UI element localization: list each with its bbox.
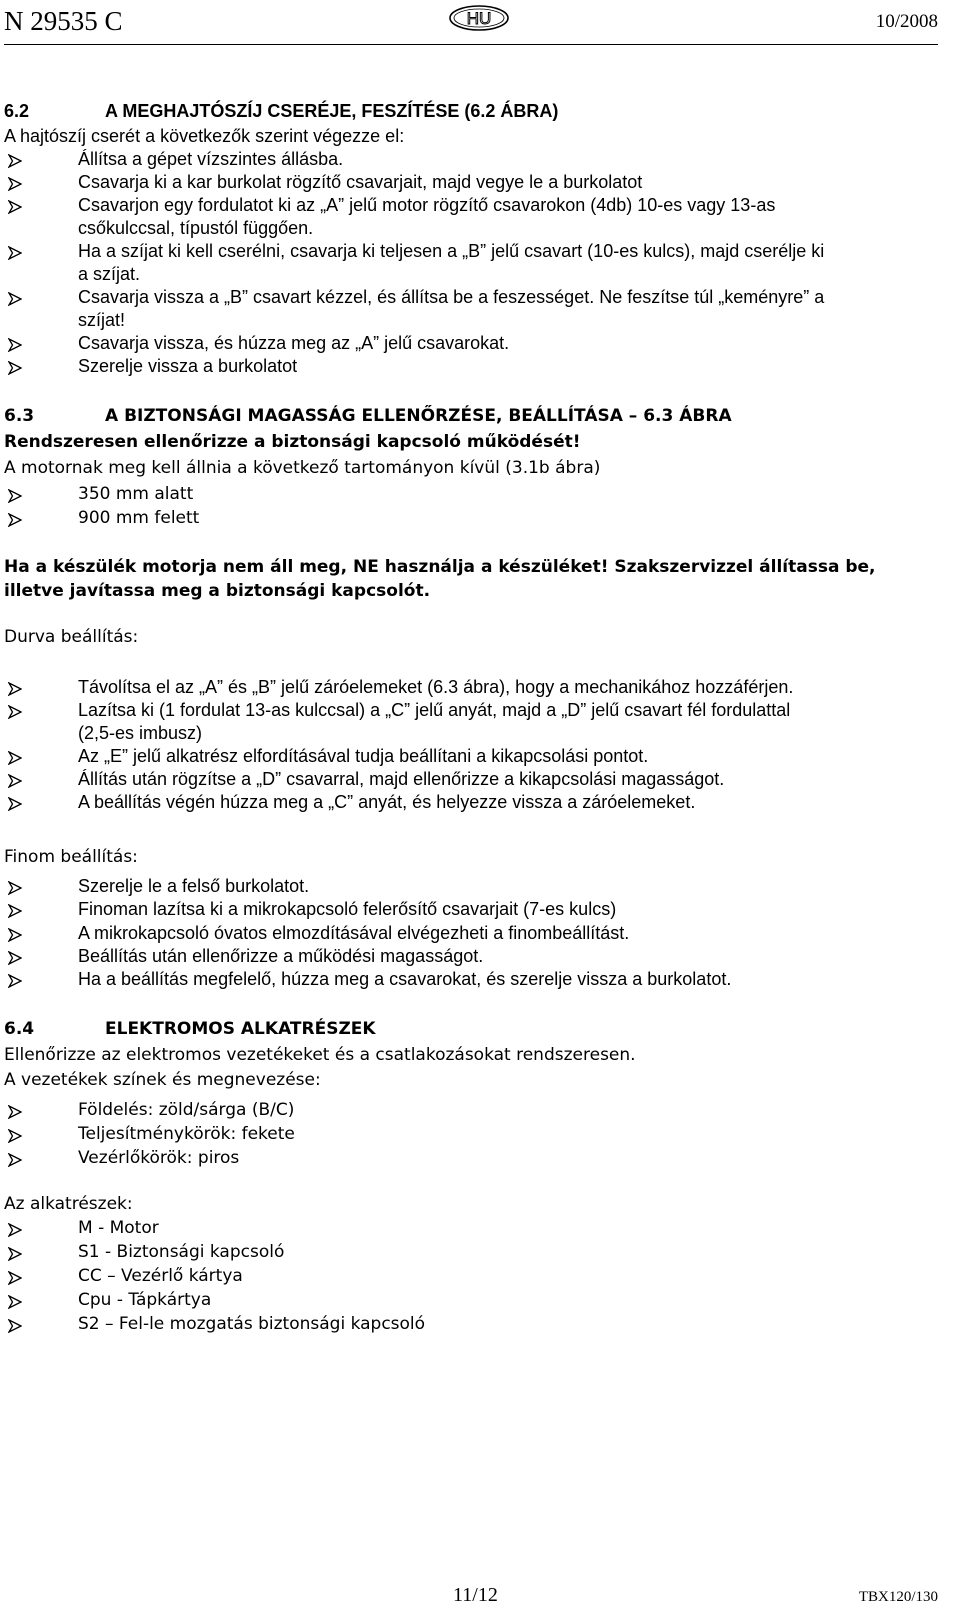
list-item: Ha a szíjat ki kell cserélni, csavarja ki teljesen a „B” jelű csavart (10-es kulcs), majd cserélje ki bbox=[78, 241, 825, 261]
header-divider bbox=[4, 44, 938, 45]
coarse-adjust-title: Durva beállítás: bbox=[4, 627, 139, 647]
notice-line: illetve javítassa meg a biztonsági kapcsolót. bbox=[4, 581, 431, 601]
list-item: A beállítás végén húzza meg a „C” anyát, és helyezze vissza a záróelemeket. bbox=[78, 792, 696, 812]
section-6-3-intro: A motornak meg kell állnia a következő tartományon kívül (3.1b ábra) bbox=[4, 458, 601, 478]
page-header bbox=[0, 0, 960, 48]
bullet-arrow-icon bbox=[8, 292, 22, 306]
safety-warning: Rendszeresen ellenőrizze a biztonsági kapcsoló működését! bbox=[4, 432, 581, 452]
bullet-arrow-icon bbox=[8, 513, 22, 527]
list-item: Állítás után rögzítse a „D” csavarral, majd ellenőrizze a kikapcsolási magasságot. bbox=[78, 769, 725, 789]
bullet-arrow-icon bbox=[8, 1105, 22, 1119]
section-6-2-number: 6.2 bbox=[4, 101, 30, 121]
bullet-arrow-icon bbox=[8, 246, 22, 260]
list-item: Csavarja vissza, és húzza meg az „A” jelű csavarokat. bbox=[78, 333, 510, 353]
list-item: M - Motor bbox=[78, 1218, 159, 1238]
list-item-continuation: csőkulccsal, típustól függően. bbox=[78, 218, 314, 238]
list-item: Távolítsa el az „A” és „B” jelű záróelemeket (6.3 ábra), hogy a mechanikához hozzáférjen. bbox=[78, 677, 794, 697]
svg-text:HU: HU bbox=[466, 9, 492, 28]
section-6-3-number: 6.3 bbox=[4, 406, 35, 426]
list-item: Cpu - Tápkártya bbox=[78, 1290, 212, 1310]
hu-language-logo bbox=[448, 4, 510, 32]
bullet-arrow-icon bbox=[8, 154, 22, 168]
list-item: Csavarjon egy fordulatot ki az „A” jelű motor rögzítő csavarokon (4db) 10-es vagy 13-as bbox=[78, 195, 776, 215]
parts-title: Az alkatrészek: bbox=[4, 1194, 133, 1214]
fine-adjust-title: Finom beállítás: bbox=[4, 847, 138, 867]
bullet-arrow-icon bbox=[8, 881, 22, 895]
bullet-arrow-icon bbox=[8, 338, 22, 352]
doc-date: 10/2008 bbox=[875, 11, 938, 32]
bullet-arrow-icon bbox=[8, 1247, 22, 1261]
list-item-continuation: (2,5-es imbusz) bbox=[78, 723, 203, 743]
bullet-arrow-icon bbox=[8, 1129, 22, 1143]
bullet-arrow-icon bbox=[8, 751, 22, 765]
bullet-arrow-icon bbox=[8, 797, 22, 811]
bullet-arrow-icon bbox=[8, 361, 22, 375]
list-item-continuation: szíjat! bbox=[78, 310, 126, 330]
list-item: Az „E” jelű alkatrész elfordításával tudja beállítani a kikapcsolási pontot. bbox=[78, 746, 649, 766]
list-item: S1 - Biztonsági kapcsoló bbox=[78, 1242, 285, 1262]
list-item: Beállítás után ellenőrizze a működési magasságot. bbox=[78, 946, 484, 966]
section-6-2-intro: A hajtószíj cserét a következők szerint végezze el: bbox=[4, 126, 405, 146]
bullet-arrow-icon bbox=[8, 200, 22, 214]
page-number: 11/12 bbox=[453, 1584, 498, 1606]
list-item: Földelés: zöld/sárga (B/C) bbox=[78, 1100, 295, 1120]
bullet-arrow-icon bbox=[8, 1271, 22, 1285]
notice-line: Ha a készülék motorja nem áll meg, NE használja a készüléket! Szakszervizzel állítassa be, bbox=[4, 557, 876, 577]
bullet-arrow-icon bbox=[8, 1295, 22, 1309]
section-6-3-title: A BIZTONSÁGI MAGASSÁG ELLENŐRZÉSE, BEÁLLÍTÁSA – 6.3 ÁBRA bbox=[105, 406, 732, 426]
list-item: Ha a beállítás megfelelő, húzza meg a csavarokat, és szerelje vissza a burkolatot. bbox=[78, 969, 732, 989]
wire-colors-title: A vezetékek színek és megnevezése: bbox=[4, 1070, 321, 1090]
section-6-2-title: A MEGHAJTÓSZÍJ CSERÉJE, FESZÍTÉSE (6.2 ÁBRA) bbox=[105, 101, 559, 121]
bullet-arrow-icon bbox=[8, 682, 22, 696]
list-item: Szerelje vissza a burkolatot bbox=[78, 356, 298, 376]
bullet-arrow-icon bbox=[8, 705, 22, 719]
bullet-arrow-icon bbox=[8, 489, 22, 503]
bullet-arrow-icon bbox=[8, 974, 22, 988]
list-item: Szerelje le a felső burkolatot. bbox=[78, 876, 310, 896]
bullet-arrow-icon bbox=[8, 928, 22, 942]
bullet-arrow-icon bbox=[8, 951, 22, 965]
list-item: 350 mm alatt bbox=[78, 484, 194, 504]
list-item: S2 – Fel-le mozgatás biztonsági kapcsoló bbox=[78, 1314, 426, 1334]
bullet-arrow-icon bbox=[8, 774, 22, 788]
list-item: Lazítsa ki (1 fordulat 13-as kulccsal) a „C” jelű anyát, majd a „D” jelű csavart fél fordulattal bbox=[78, 700, 791, 720]
list-item: Állítsa a gépet vízszintes állásba. bbox=[78, 149, 344, 169]
doc-number: N 29535 C bbox=[4, 6, 123, 36]
list-item: Teljesítménykörök: fekete bbox=[78, 1124, 295, 1144]
list-item: Csavarja vissza a „B” csavart kézzel, és állítsa be a feszességet. Ne feszítse túl „keményre” a bbox=[78, 287, 825, 307]
list-item: Vezérlőkörök: piros bbox=[78, 1148, 240, 1168]
bullet-arrow-icon bbox=[8, 1319, 22, 1333]
list-item: Csavarja ki a kar burkolat rögzítő csavarjait, majd vegye le a burkolatot bbox=[78, 172, 643, 192]
bullet-arrow-icon bbox=[8, 904, 22, 918]
list-item: Finoman lazítsa ki a mikrokapcsoló felerősítő csavarjait (7-es kulcs) bbox=[78, 899, 617, 919]
bullet-arrow-icon bbox=[8, 1223, 22, 1237]
model-code: TBX120/130 bbox=[858, 1589, 938, 1605]
list-item: A mikrokapcsoló óvatos elmozdításával elvégezheti a finombeállítást. bbox=[78, 923, 630, 943]
bullet-arrow-icon bbox=[8, 1153, 22, 1167]
section-6-4-number: 6.4 bbox=[4, 1019, 35, 1039]
bullet-arrow-icon bbox=[8, 177, 22, 191]
list-item: CC – Vezérlő kártya bbox=[78, 1266, 243, 1286]
section-6-4-title: ELEKTROMOS ALKATRÉSZEK bbox=[105, 1019, 376, 1039]
list-item: 900 mm felett bbox=[78, 508, 200, 528]
section-6-4-text: Ellenőrizze az elektromos vezetékeket és a csatlakozásokat rendszeresen. bbox=[4, 1045, 636, 1065]
list-item-continuation: a szíjat. bbox=[78, 264, 141, 284]
